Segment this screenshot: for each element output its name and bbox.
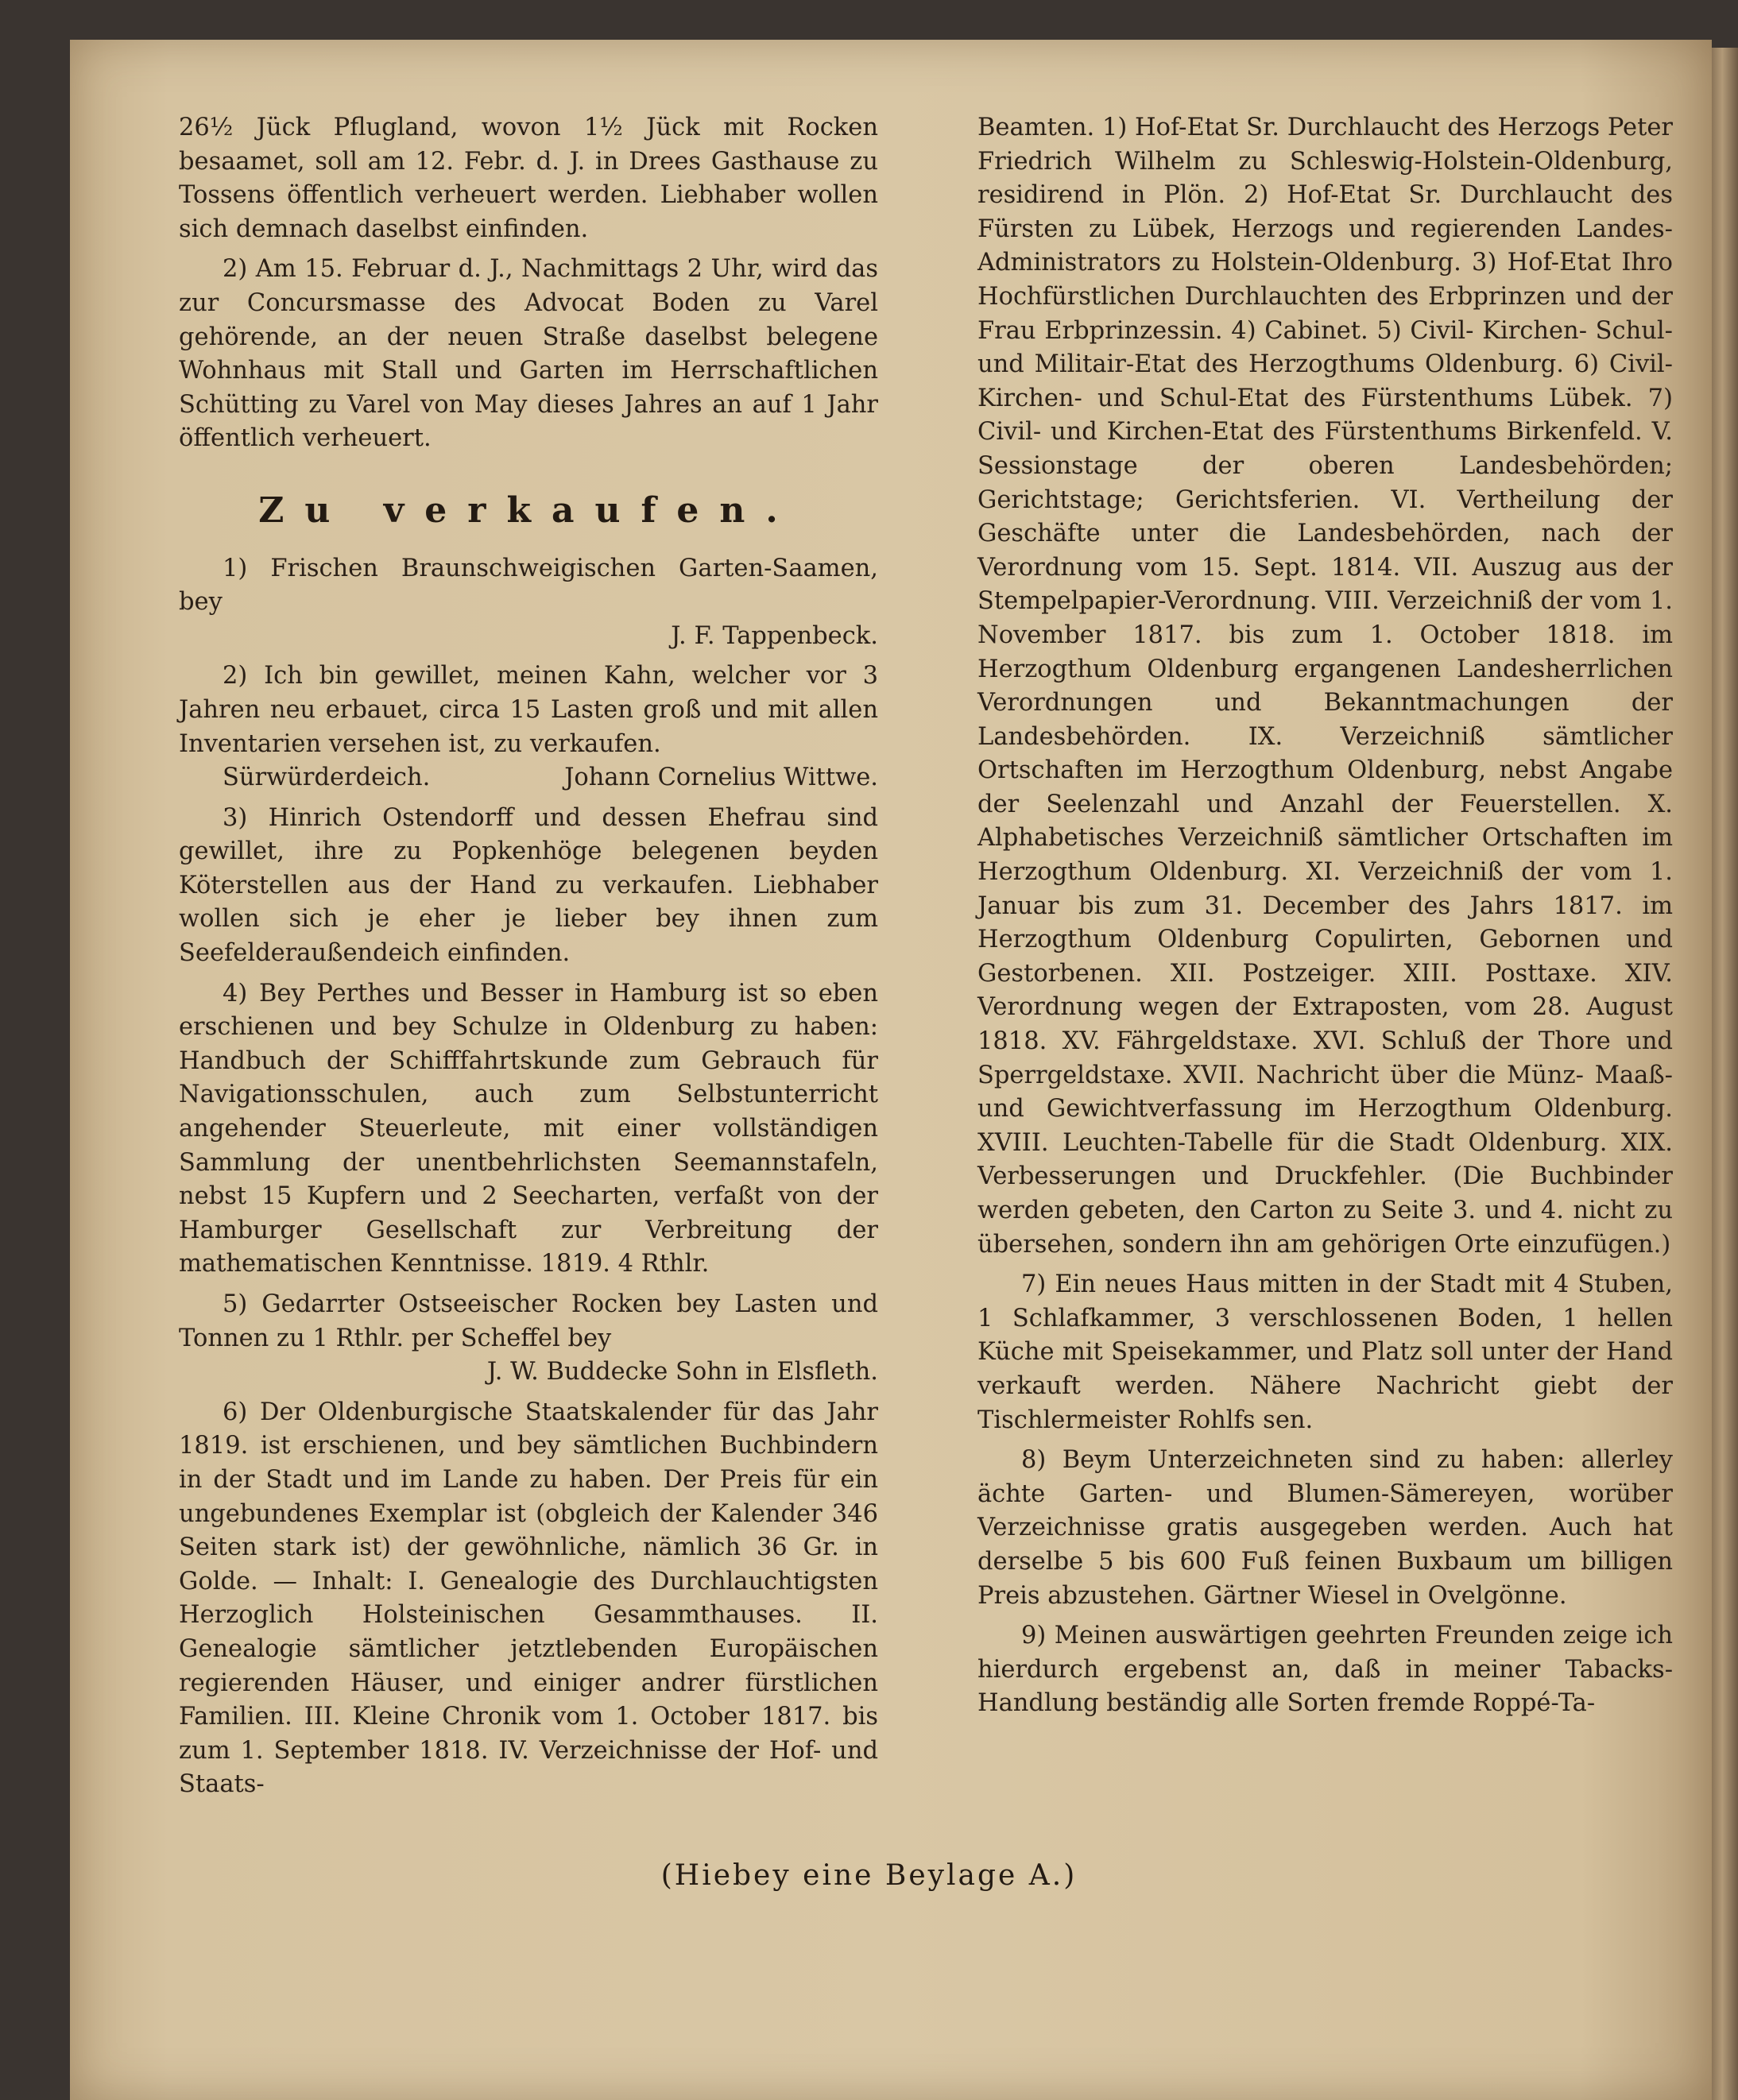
sale-item-1-signature: J. F. Tappenbeck. <box>671 621 878 650</box>
sale-item-2 <box>179 659 878 795</box>
sale-item-5-text: 5) Gedarrter Ostseeischer Rocken bey Lasten und Tonnen zu 1 Rthlr. per Scheffel bey <box>179 1290 878 1352</box>
paragraph-house-lease: 2) Am 15. Februar d. J., Nachmittags 2 Uhr, wird das zur Concursmasse des Advocat Boden zu Varel gehörende, an der neuen Straße daselbst belegene Wohnhaus mit Stall und Garten im Herrschaftlichen Schütting zu Varel von May dieses Jahres an auf 1 Jahr öffentlich verheuert. <box>179 255 878 453</box>
sale-item-2-signature: Johann Cornelius Wittwe. <box>564 764 878 792</box>
sale-item-1-text: 1) Frischen Braunschweigischen Garten-Saamen, bey <box>179 554 878 617</box>
sale-item-5 <box>179 1288 878 1390</box>
paragraph-land-lease: 26½ Jück Pflugland, wovon 1½ Jück mit Rocken besaamet, soll am 12. Febr. d. J. in Drees Gasthause zu Tossens öffentlich verheuert werden. Liebhaber wollen sich demnach daselbst einfinden. <box>179 114 878 243</box>
sale-item-4: 4) Bey Perthes und Besser in Hamburg ist so eben erschienen und bey Schulze in Oldenburg zu haben: Handbuch der Schifffahrtskunde zum Gebrauch für Navigationsschulen, auch zum Selbstunterricht angehender Steuerleute, mit einer vollständigen Sammlung der unentbehrlichsten Seemannstafeln, nebst 15 Kupfern und 2 Seecharten, verfaßt von der Hamburger Gesellschaft zur Verbreitung der mathematischen Kenntnisse. 1819. 4 Rthlr. <box>179 979 878 1278</box>
sale-item-8: 8) Beym Unterzeichneten sind zu haben: allerley ächte Garten- und Blumen-Sämereyen, worüber Verzeichnisse gratis ausgegeben werden. Auch hat derselbe 5 bis 600 Fuß feinen Buxbaum um billigen Preis abzustehen. Gärtner Wiesel in Ovelgönne. <box>977 1446 1673 1610</box>
sale-item-2-signature-line <box>179 761 878 795</box>
section-heading-for-sale: Zu verkaufen. <box>258 489 799 531</box>
page-edge <box>1712 48 1738 2100</box>
sale-item-7: 7) Ein neues Haus mitten in der Stadt mit 4 Stuben, 1 Schlafkammer, 3 verschlossenen Boden, 1 hellen Küche mit Speisekammer, und Platz soll unter der Hand verkauft werden. Nähere Nachricht giebt der Tischlermeister Rohlfs sen. <box>977 1270 1673 1434</box>
calendar-contents-continued: Beamten. 1) Hof-Etat Sr. Durchlaucht des Herzogs Peter Friedrich Wilhelm zu Schleswig-Holstein-Oldenburg, residirend in Plön. 2) Hof-Etat Sr. Durchlaucht des Fürsten zu Lübek, Herzogs und regierenden Landes-Administrators zu Holstein-Oldenburg. 3) Hof-Etat Ihro Hochfürstlichen Durchlauchten des Erbprinzen und der Frau Erbprinzessin. 4) Cabinet. 5) Civil- Kirchen- Schul- und Militair-Etat des Herzogthums Oldenburg. 6) Civil- Kirchen- und Schul-Etat des Fürstenthums Lübek. 7) Civil- und Kirchen-Etat des Fürstenthums Birkenfeld. V. Sessionstage der oberen Landesbehörden; Gerichtstage; Gerichtsferien. VI. Vertheilung der Geschäfte unter die Landesbehörden, nach der Verordnung vom 15. Sept. 1814. VII. Auszug aus der Stempelpapier-Verordnung. VIII. Verzeichniß der vom 1. November 1817. bis zum 1. October 1818. im Herzogthum Oldenburg ergangenen Landesherrlichen Verordnungen und Bekanntmachungen der Landesbehörden. IX. Verzeichniß sämtlicher Ortschaften im Herzogthum Oldenburg, nebst Angabe der Seelenzahl und Anzahl der Feuerstellen. X. Alphabetisches Verzeichniß sämtlicher Ortschaften im Herzogthum Oldenburg. XI. Verzeichniß der vom 1. Januar bis zum 31. December des Jahrs 1817. im Herzogthum Oldenburg Copulirten, Gebornen und Gestorbenen. XII. Postzeiger. XIII. Posttaxe. XIV. Verordnung wegen der Extraposten, vom 28. August 1818. XV. Fährgeldstaxe. XVI. Schluß der Thore und Sperrgeldstaxe. XVII. Nachricht über die Münz- Maaß- und Gewichtverfassung im Herzogthum Oldenburg. XVIII. Leuchten-Tabelle für die Stadt Oldenburg. XIX. Verbesserungen und Druckfehler. (Die Buchbinder werden gebeten, den Carton zu Seite 3. und 4. nicht zu übersehen, sondern ihn am gehörigen Orte einzufügen.) <box>977 114 1673 1259</box>
sale-item-6: 6) Der Oldenburgische Staatskalender für das Jahr 1819. ist erschienen, und bey sämtlichen Buchbindern in der Stadt und im Lande zu haben. Der Preis für ein ungebundenes Exemplar ist (obgleich der Kalender 346 Seiten stark ist) der gewöhnliche, nämlich 36 Gr. in Golde. — Inhalt: I. Genealogie des Durchlauchtigsten Herzoglich Holsteinischen Gesammthauses. II. Genealogie sämtlicher jetztlebenden Europäischen regierenden Häuser, und einiger andrer fürstlichen Familien. III. Kleine Chronik vom 1. October 1817. bis zum 1. September 1818. IV. Verzeichnisse der Hof- und Staats- <box>179 1398 878 1799</box>
left-column <box>179 111 878 1808</box>
sale-item-3: 3) Hinrich Ostendorff und dessen Ehefrau sind gewillet, ihre zu Popkenhöge belegenen beyden Köterstellen aus der Hand zu verkaufen. Liebhaber wollen sich je eher je lieber bey ihnen zum Seefelderaußendeich einfinden. <box>179 803 878 968</box>
sale-item-9: 9) Meinen auswärtigen geehrten Freunden zeige ich hierdurch ergebenst an, daß in meiner Tabacks-Handlung beständig alle Sorten fremde Roppé-Ta- <box>977 1622 1673 1718</box>
footer-supplement-note: (Hiebey eine Beylage A.) <box>660 1859 1078 1892</box>
sale-item-5-signature: J. W. Buddecke Sohn in Elsfleth. <box>486 1358 878 1386</box>
sale-item-2-text: 2) Ich bin gewillet, meinen Kahn, welcher vor 3 Jahren neu erbauet, circa 15 Lasten groß und mit allen Inventarien versehen ist, zu verkaufen. <box>179 662 878 758</box>
sale-item-2-place: Sürwürderdeich. <box>223 764 431 792</box>
sale-item-1 <box>179 552 878 654</box>
right-column <box>977 111 1673 1727</box>
